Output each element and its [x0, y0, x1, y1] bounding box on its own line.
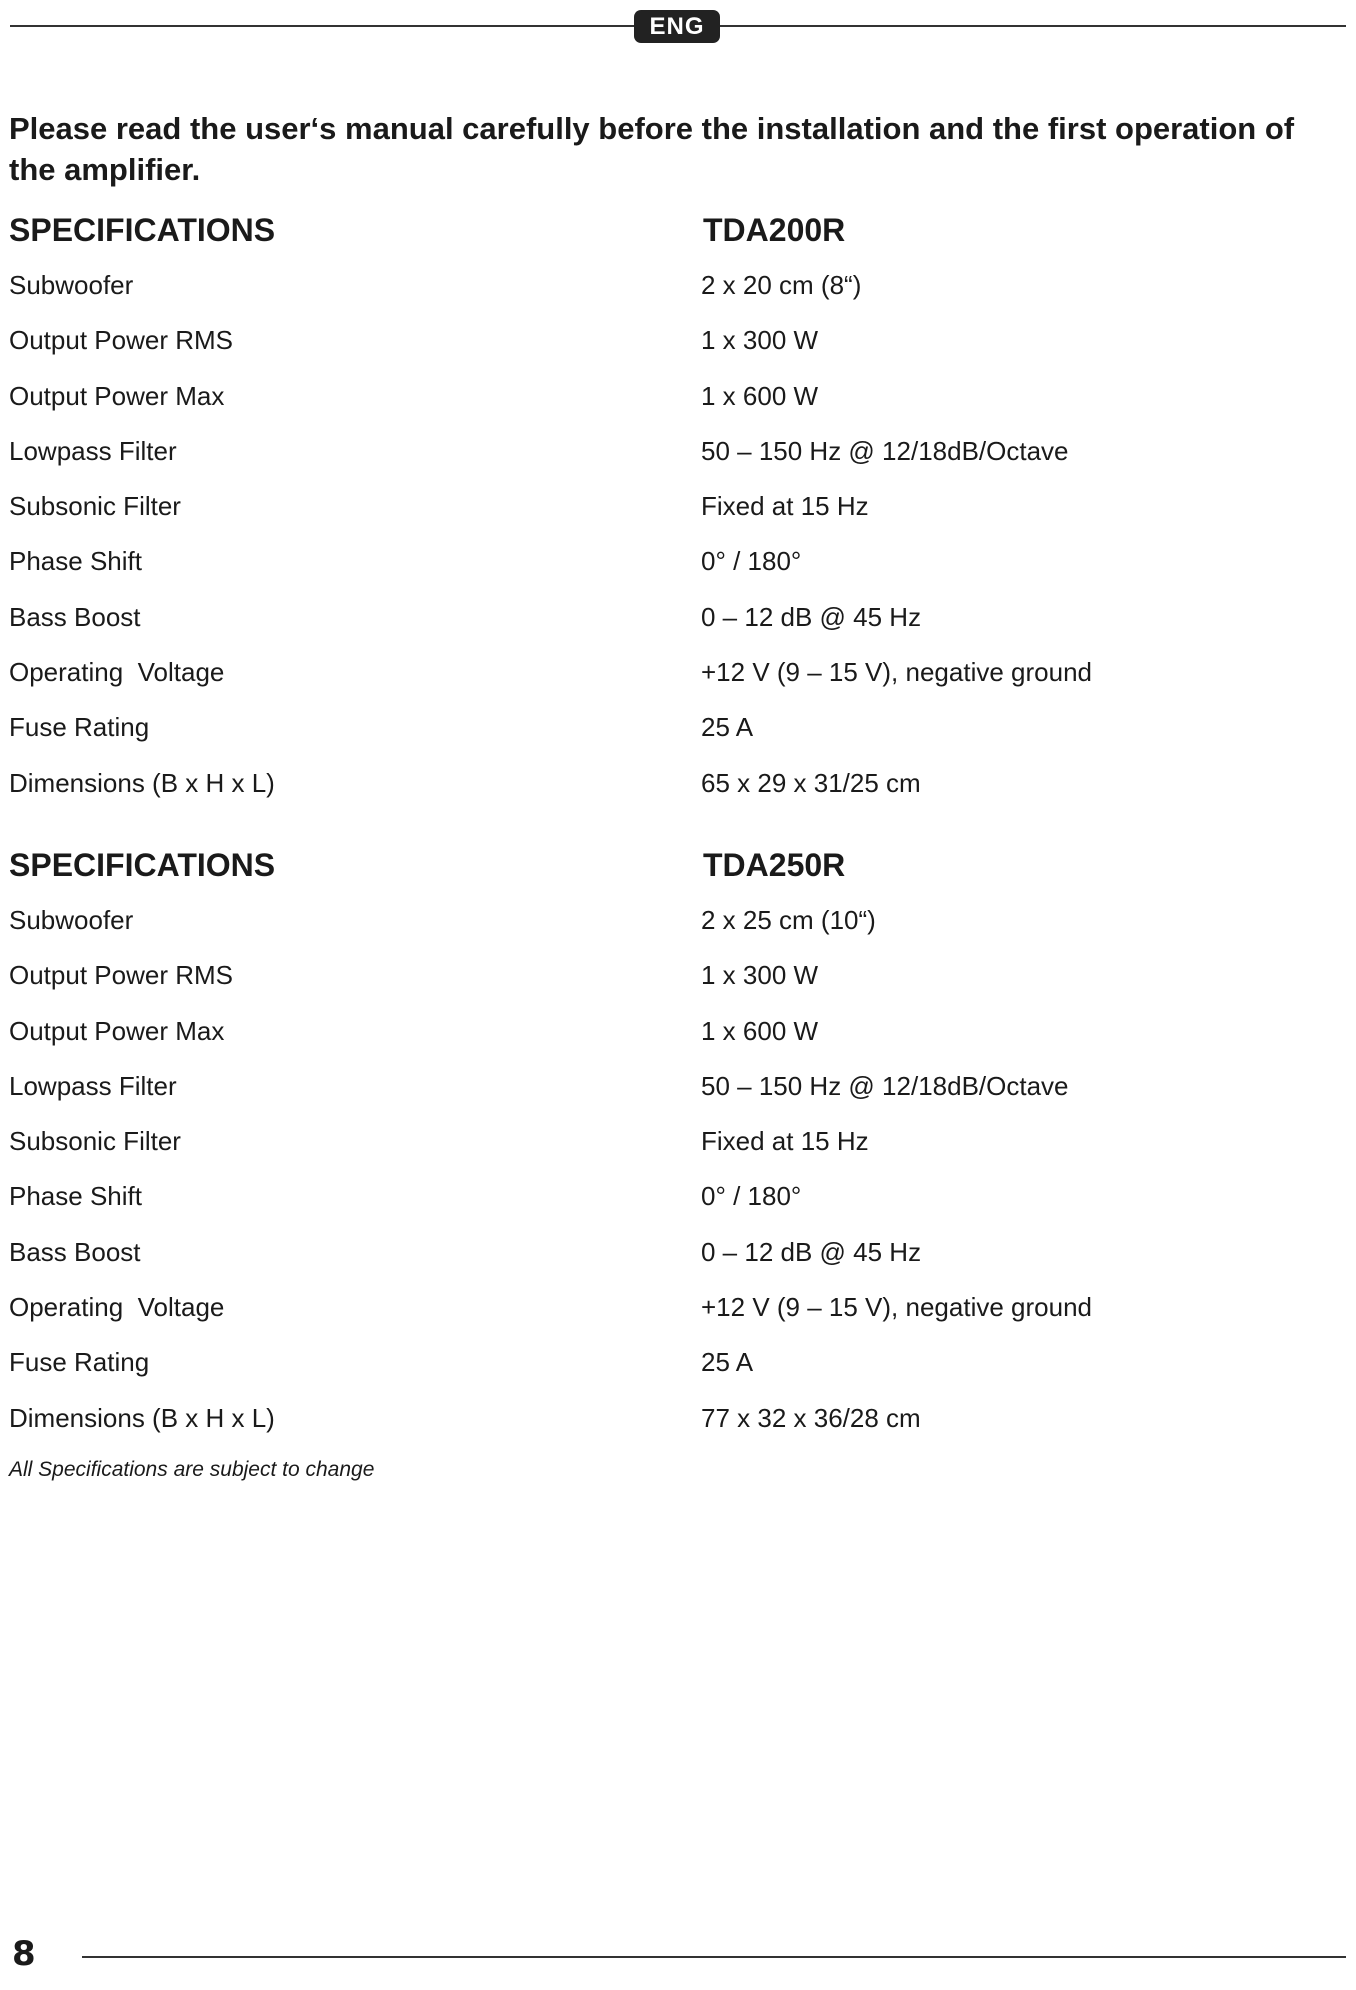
footer-rule: [82, 1956, 1346, 1958]
spec-row-phase-shift: [9, 1176, 1339, 1231]
spec-value: Fixed at 15 Hz: [701, 491, 869, 522]
spec-row-subwoofer: [9, 900, 1339, 955]
spec-row-subwoofer: [9, 265, 1339, 320]
spec-label: Bass Boost: [9, 601, 141, 632]
language-badge: ENG: [634, 10, 720, 43]
spec-value: 0 – 12 dB @ 45 Hz: [701, 1236, 922, 1267]
spec-row-subsonic-filter: [9, 486, 1339, 541]
spec-label: Dimensions (B x H x L): [9, 767, 275, 798]
spec-label: Subwoofer: [9, 270, 134, 300]
spec-label: Subsonic Filter: [9, 491, 181, 522]
spec-label: Output Power RMS: [9, 325, 233, 356]
spec-row-lowpass-filter: [9, 431, 1339, 486]
spec-row-dimensions: [9, 763, 1339, 818]
spec-value: 25 A: [701, 712, 754, 743]
spec-value: 0° / 180°: [701, 1181, 802, 1212]
spec-model: TDA200R: [703, 212, 846, 248]
spec-row-output-power-max: [9, 1011, 1339, 1066]
spec-label: Subwoofer: [9, 905, 134, 935]
spec-value: 77 x 32 x 36/28 cm: [701, 1402, 921, 1433]
spec-value: 1 x 300 W: [701, 960, 819, 991]
spec-row-subsonic-filter: [9, 1121, 1339, 1176]
spec-value: 25 A: [701, 1347, 754, 1378]
spec-row-operating-voltage: [9, 1287, 1339, 1342]
spec-value: 50 – 150 Hz @ 12/18dB/Octave: [701, 1070, 1069, 1101]
spec-label: Output Power Max: [9, 380, 225, 411]
spec-row-dimensions: [9, 1398, 1339, 1453]
spec-section-tda200r: [9, 210, 1339, 818]
spec-value: 1 x 600 W: [701, 380, 819, 411]
spec-value: 0° / 180°: [701, 546, 802, 577]
spec-label: Fuse Rating: [9, 1347, 150, 1378]
spec-value: 50 – 150 Hz @ 12/18dB/Octave: [701, 435, 1069, 466]
spec-row-operating-voltage: [9, 652, 1339, 707]
spec-label: Output Power RMS: [9, 960, 233, 991]
spec-row-bass-boost: [9, 597, 1339, 652]
spec-label: Lowpass Filter: [9, 1070, 177, 1101]
spec-value: +12 V (9 – 15 V), negative ground: [701, 657, 1092, 688]
spec-label: Operating Voltage: [9, 1292, 225, 1323]
spec-row-output-power-rms: [9, 955, 1339, 1010]
spec-title: SPECIFICATIONS: [9, 847, 276, 883]
spec-value: 1 x 300 W: [701, 325, 819, 356]
spec-value: 65 x 29 x 31/25 cm: [701, 767, 921, 798]
spec-value: 2 x 20 cm (8“): [701, 270, 862, 300]
spec-row-fuse-rating: [9, 1342, 1339, 1397]
spec-value: Fixed at 15 Hz: [701, 1126, 869, 1157]
spec-label: Dimensions (B x H x L): [9, 1402, 275, 1433]
spec-header: [9, 210, 1339, 265]
spec-label: Bass Boost: [9, 1236, 141, 1267]
spec-label: Phase Shift: [9, 546, 142, 577]
spec-value: 1 x 600 W: [701, 1015, 819, 1046]
spec-row-fuse-rating: [9, 707, 1339, 762]
spec-label: Phase Shift: [9, 1181, 142, 1212]
disclaimer: All Specifications are subject to change: [9, 1458, 375, 1481]
spec-value: 0 – 12 dB @ 45 Hz: [701, 601, 922, 632]
spec-row-bass-boost: [9, 1232, 1339, 1287]
spec-row-lowpass-filter: [9, 1066, 1339, 1121]
spec-value: +12 V (9 – 15 V), negative ground: [701, 1292, 1092, 1323]
spec-row-output-power-rms: [9, 320, 1339, 375]
page-number: 8: [12, 1934, 36, 1974]
spec-section-tda250r: [9, 845, 1339, 1453]
spec-label: Lowpass Filter: [9, 435, 177, 466]
spec-model: TDA250R: [703, 847, 846, 883]
spec-header: [9, 845, 1339, 900]
spec-label: Fuse Rating: [9, 712, 150, 743]
spec-row-output-power-max: [9, 376, 1339, 431]
spec-value: 2 x 25 cm (10“): [701, 905, 876, 935]
spec-label: Output Power Max: [9, 1015, 225, 1046]
intro-text: Please read the user‘s manual carefully before the installation and the first operation of the amplifier.: [9, 111, 1295, 187]
spec-label: Subsonic Filter: [9, 1126, 181, 1157]
spec-title: SPECIFICATIONS: [9, 212, 276, 248]
spec-label: Operating Voltage: [9, 657, 225, 688]
spec-row-phase-shift: [9, 541, 1339, 596]
